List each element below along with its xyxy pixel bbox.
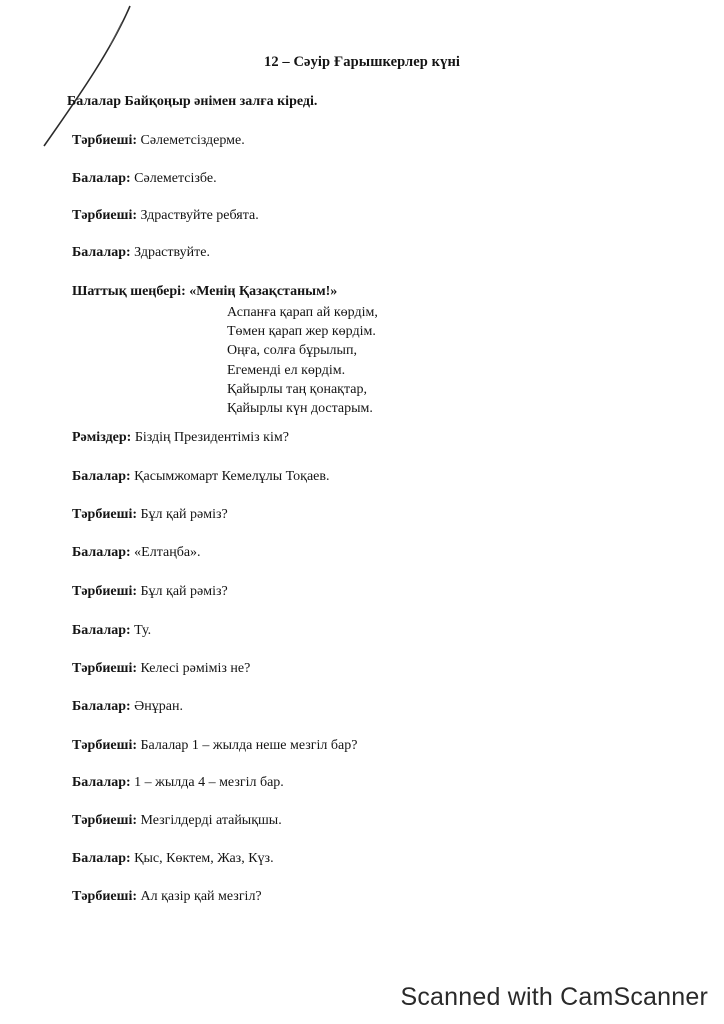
dialogue-line-13	[72, 699, 183, 715]
speaker: Тәрбиеші:	[72, 208, 137, 223]
utterance: 1 – жылда 4 – мезгіл бар.	[130, 775, 284, 790]
utterance: Біздің Президентіміз кім?	[131, 430, 289, 445]
speaker: Балалар:	[72, 469, 131, 484]
poem-line-1: Аспанға қарап ай көрдім,	[227, 305, 378, 320]
utterance: Ал қазір қай мезгіл?	[137, 889, 262, 904]
dialogue-line-11	[72, 623, 151, 639]
speaker: Тәрбиеші:	[72, 661, 137, 676]
speaker: Тәрбиеші:	[72, 738, 137, 753]
speaker: Балалар:	[72, 851, 131, 866]
dialogue-line-16	[72, 813, 282, 829]
speaker: Балалар:	[72, 545, 131, 560]
utterance: Здраствуйте ребята.	[137, 208, 259, 223]
speaker: Балалар:	[72, 245, 131, 260]
dialogue-line-7	[72, 469, 329, 485]
dialogue-line-9	[72, 545, 201, 561]
utterance: Қасымжомарт Кемелұлы Тоқаев.	[130, 469, 330, 484]
poem-line-4: Егеменді ел көрдім.	[227, 362, 346, 378]
utterance: Бұл қай рәміз?	[137, 584, 228, 599]
utterance: Әнұран.	[130, 699, 183, 714]
dialogue-line-10	[72, 584, 228, 600]
dialogue-line-4	[72, 245, 210, 261]
camscanner-watermark: Scanned with CamScanner	[400, 983, 708, 1011]
utterance: Сәлеметсізбе.	[130, 171, 217, 186]
speaker: Балалар:	[72, 775, 131, 790]
utterance: Келесі рәміміз не?	[137, 661, 251, 676]
dialogue-line-17	[72, 851, 274, 867]
pen-stroke-mark	[0, 0, 140, 150]
dialogue-line-8	[72, 507, 228, 523]
section-heading: Шаттық шеңбері: «Менің Қазақстаным!»	[72, 284, 338, 299]
poem-line-2: Төмен қарап жер көрдім.	[227, 324, 376, 340]
dialogue-line-3	[72, 208, 259, 224]
utterance: Бұл қай рәміз?	[137, 507, 228, 522]
dialogue-line-6	[72, 430, 289, 446]
poem-line-3: Оңға, солға бұрылып,	[227, 343, 357, 359]
dialogue-line-5	[72, 284, 337, 300]
speaker: Тәрбиеші:	[72, 584, 137, 599]
speaker: Балалар:	[72, 171, 131, 186]
utterance: Ту.	[130, 623, 152, 638]
speaker: Тәрбиеші:	[72, 813, 137, 828]
poem-block	[227, 303, 378, 418]
utterance: Қыс, Көктем, Жаз, Күз.	[130, 851, 274, 866]
utterance: Сәлеметсіздерме.	[137, 133, 245, 148]
intro-line: Балалар Байқоңыр әнімен залға кіреді.	[67, 94, 318, 109]
dialogue-line-15	[72, 775, 284, 791]
poem-line-5: Қайырлы таң қонақтар,	[227, 381, 367, 397]
speaker: Рәміздер:	[72, 430, 132, 445]
utterance: Здраствуйте.	[130, 245, 210, 260]
speaker: Балалар:	[72, 623, 131, 638]
utterance: Мезгілдерді атайықшы.	[137, 813, 282, 828]
dialogue-line-14	[72, 738, 357, 754]
dialogue-line-2	[72, 171, 217, 187]
speaker: Тәрбиеші:	[72, 507, 137, 522]
dialogue-line-1	[72, 133, 245, 149]
utterance: Балалар 1 – жылда неше мезгіл бар?	[137, 738, 358, 753]
document-title: 12 – Сәуір Ғарышкерлер күні	[263, 54, 461, 70]
speaker: Тәрбиеші:	[72, 133, 137, 148]
speaker: Тәрбиеші:	[72, 889, 137, 904]
utterance: «Елтаңба».	[130, 545, 201, 560]
dialogue-line-18	[72, 889, 262, 905]
speaker: Балалар:	[72, 699, 131, 714]
poem-line-6: Қайырлы күн достарым.	[227, 400, 373, 416]
dialogue-line-12	[72, 661, 250, 677]
